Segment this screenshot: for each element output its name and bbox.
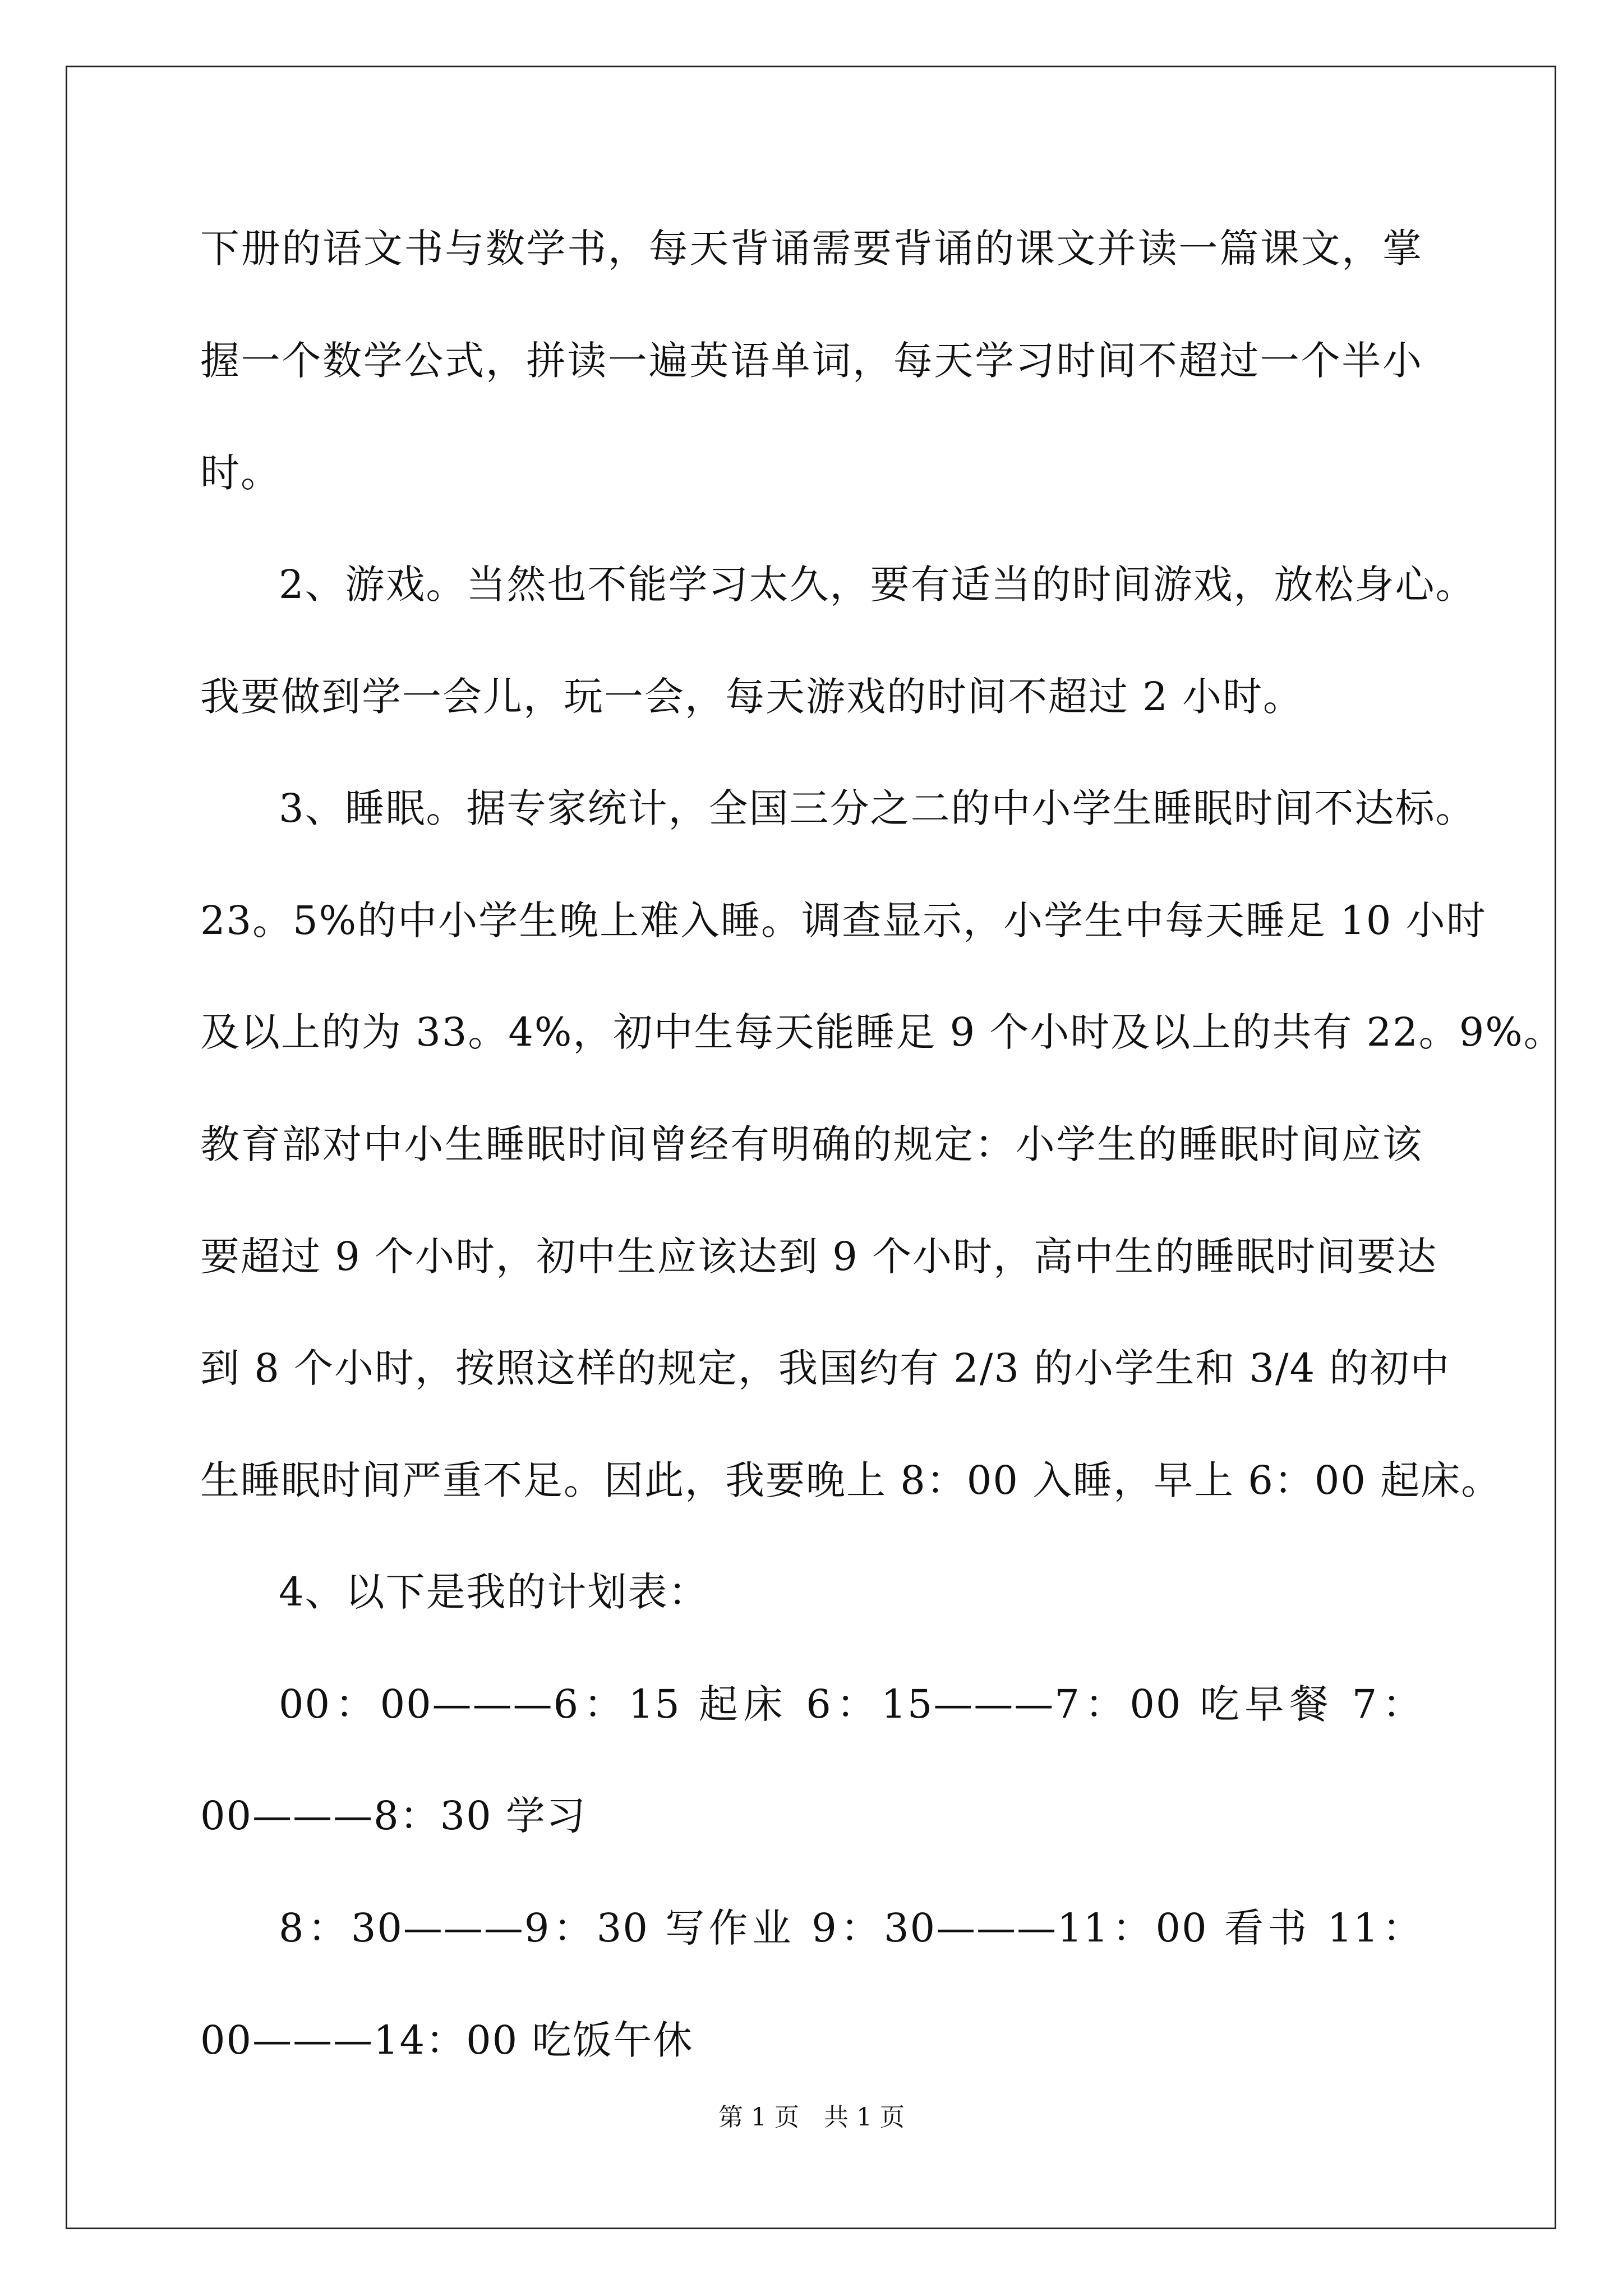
body-line: 到 8 个小时，按照这样的规定，我国约有 2/3 的小学生和 3/4 的初中 bbox=[200, 1345, 1451, 1391]
body-line: 23。5%的中小学生晚上难入睡。调查显示，小学生中每天睡足 10 小时 bbox=[200, 898, 1487, 944]
body-line: 下册的语文书与数学书，每天背诵需要背诵的课文并读一篇课文，掌 bbox=[200, 226, 1423, 272]
body-line: 生睡眠时间严重不足。因此，我要晚上 8：00 入睡，早上 6：00 起床。 bbox=[200, 1457, 1502, 1503]
schedule-line: 00：00———6：15 起床 6：15———7：00 吃早餐 7： bbox=[279, 1681, 1423, 1727]
body-line: 要超过 9 个小时，初中生应该达到 9 个小时，高中生的睡眠时间要达 bbox=[200, 1234, 1438, 1280]
schedule-line: 00———14：00 吃饭午休 bbox=[200, 2017, 694, 2063]
schedule-line: 8：30———9：30 写作业 9：30———11：00 看书 11： bbox=[279, 1905, 1423, 1951]
body-line: 4、以下是我的计划表： bbox=[279, 1569, 709, 1615]
body-line: 教育部对中小生睡眠时间曾经有明确的规定：小学生的睡眠时间应该 bbox=[200, 1121, 1423, 1167]
body-line: 2、游戏。当然也不能学习太久，要有适当的时间游戏，放松身心。 bbox=[279, 562, 1476, 608]
body-line: 握一个数学公式，拼读一遍英语单词，每天学习时间不超过一个半小 bbox=[200, 338, 1423, 384]
schedule-line: 00———8：30 学习 bbox=[200, 1793, 587, 1839]
page-number-footer: 第 1 页 共 1 页 bbox=[718, 2103, 905, 2132]
body-line: 及以上的为 33。4%，初中生每天能睡足 9 个小时及以上的共有 22。9%。 bbox=[200, 1009, 1564, 1055]
body-line: 我要做到学一会儿，玩一会，每天游戏的时间不超过 2 小时。 bbox=[200, 674, 1304, 720]
body-line: 时。 bbox=[200, 450, 281, 496]
body-line: 3、睡眠。据专家统计，全国三分之二的中小学生睡眠时间不达标。 bbox=[279, 785, 1476, 831]
